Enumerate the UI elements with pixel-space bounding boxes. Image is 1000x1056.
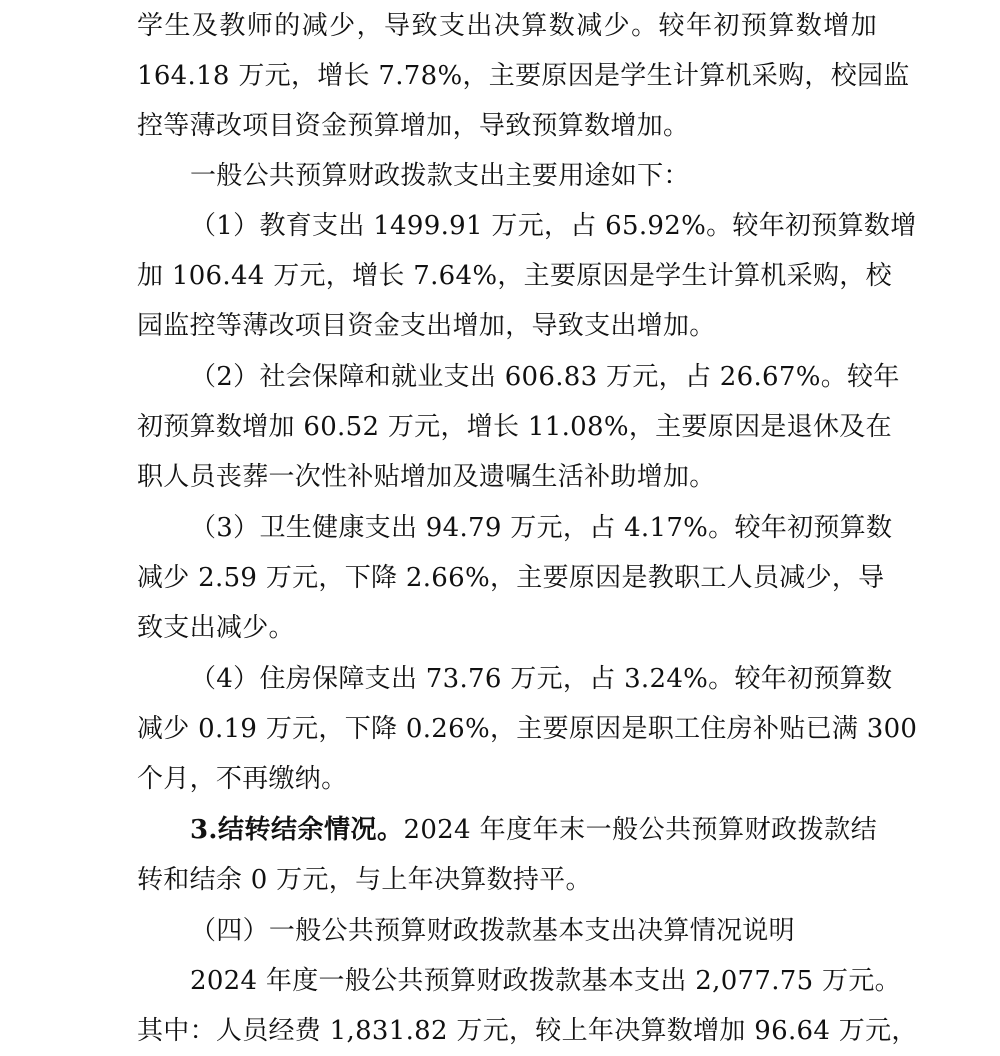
- list-item-social-security-line: 职人员丧葬一次性补贴增加及遗嘱生活补助增加。: [137, 462, 716, 492]
- body-text-line: 164.18 万元，增长 7.78%，主要原因是学生计算机采购，校园监: [137, 61, 910, 91]
- list-item-education-line: 园监控等薄改项目资金支出增加，导致支出增加。: [137, 311, 716, 341]
- body-text-line: 一般公共预算财政拨款支出主要用途如下：: [190, 161, 690, 191]
- body-text-line: 转和结余 0 万元，与上年决算数持平。: [137, 865, 592, 895]
- list-item-health-line: 致支出减少。: [137, 613, 295, 643]
- list-item-social-security-line: 初预算数增加 60.52 万元，增长 11.08%，主要原因是退休及在: [137, 412, 892, 442]
- list-item-social-security-line: （2）社会保障和就业支出 606.83 万元，占 26.67%。较年: [190, 362, 900, 392]
- body-text-line: 控等薄改项目资金预算增加，导致预算数增加。: [137, 111, 690, 141]
- list-item-health-line: 减少 2.59 万元，下降 2.66%，主要原因是教职工人员减少，导: [137, 563, 885, 593]
- list-item-health-line: （3）卫生健康支出 94.79 万元，占 4.17%。较年初预算数: [190, 513, 893, 543]
- list-item-housing-line: 减少 0.19 万元，下降 0.26%，主要原因是职工住房补贴已满 300: [137, 714, 918, 744]
- list-item-housing-line: （4）住房保障支出 73.76 万元，占 3.24%。较年初预算数: [190, 664, 893, 694]
- section-title: （四）一般公共预算财政拨款基本支出决算情况说明: [190, 916, 795, 946]
- section-carryover-line: [190, 810, 877, 850]
- section-heading: 3.结转结余情况。: [190, 815, 404, 845]
- body-text-line: 其中：人员经费 1,831.82 万元，较上年决算数增加 96.64 万元，: [137, 1016, 918, 1046]
- list-item-education-line: 加 106.44 万元，增长 7.64%，主要原因是学生计算机采购，校: [137, 261, 892, 291]
- list-item-housing-line: 个月，不再缴纳。: [137, 764, 348, 794]
- body-text-line: 学生及教师的减少，导致支出决算数减少。较年初预算数增加: [137, 11, 877, 41]
- body-text: 2024 年度年末一般公共预算财政拨款结: [403, 815, 877, 845]
- list-item-education-line: （1）教育支出 1499.91 万元，占 65.92%。较年初预算数增: [190, 211, 917, 241]
- body-text-line: 2024 年度一般公共预算财政拨款基本支出 2,077.75 万元。: [190, 966, 901, 996]
